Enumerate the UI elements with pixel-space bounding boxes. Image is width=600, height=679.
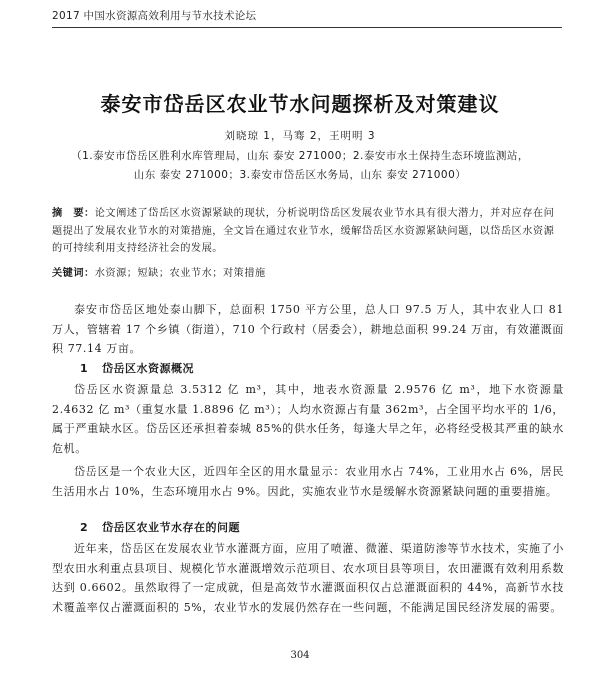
affiliation-line-2: 山东 泰安 271000；3.泰安市岱岳区水务局，山东 泰安 271000） [133, 169, 467, 181]
body-paragraph-1: 泰安市岱岳区地处泰山脚下，总面积 1750 平方公里，总人口 97.5 万人，其中农业人口 81 万人，管辖着 17 个乡镇（街道），710 个行政村（居委会），耕地总面积 99.24 万亩，有效灌溉面积 77.14 万亩。 [52, 303, 564, 355]
section-2-number: 2 [80, 521, 89, 534]
section-1-title: 岱岳区水资源概况 [102, 362, 194, 375]
abstract-label: 摘 要： [52, 208, 95, 219]
body-paragraph-4: 近年来，岱岳区在发展农业节水灌溉方面，应用了喷灌、微灌、渠道防渗等节水技术，实施了小型农田水利重点县项目、规模化节水灌溉增效示范项目、农水项目县等项目，农田灌溉有效利用系数达到 0.6602。虽然取得了一定成就，但是高效节水灌溉面积仅占总灌溉面积的 44%，高新节水技术覆盖率仅占灌溉面积的 5%，农业节水的发展仍然存在一些问题，不能满足国民经济发展的需要。 [52, 542, 564, 614]
article-title: 泰安市岱岳区农业节水问题探析及对策建议 [100, 92, 500, 116]
section-2-title: 岱岳区农业节水存在的问题 [102, 521, 240, 534]
abstract [52, 205, 562, 258]
section-heading-1 [80, 360, 194, 376]
body-paragraph-2: 岱岳区水资源量总 3.5312 亿 m³，其中，地表水资源量 2.9576 亿 m³，地下水资源量 2.4632 亿 m³（重复水量 1.8896 亿 m³）；人均水资源占有量 362m³，占全国平均水平的 1/6，属于严重缺水区。岱岳区还承担着泰城 85%的供水任务，每逢大旱之年，必将经受极其严重的缺水危机。 [52, 383, 564, 455]
abstract-text: 论文阐述了岱岳区水资源紧缺的现状，分析说明岱岳区发展农业节水具有很大潜力，并对应存在问题提出了发展农业节水的对策措施，全文旨在通过农业节水，缓解岱岳区水资源紧缺问题，以岱岳区水资源的可持续利用支持经济社会的发展。 [52, 208, 555, 254]
affiliation-line-1: （1.泰安市岱岳区胜利水库管理局，山东 泰安 271000；2.泰安市水土保持生态环境监测站， [71, 150, 529, 162]
page-number: 304 [290, 650, 310, 661]
header-rule [52, 27, 562, 28]
body-paragraph-3: 岱岳区是一个农业大区，近四年全区的用水量显示：农业用水占 74%，工业用水占 6%，居民生活用水占 10%，生态环境用水占 9%。因此，实施农业节水是缓解水资源紧缺问题的重要措施。 [52, 465, 564, 498]
keywords-label: 关键词： [52, 268, 95, 279]
section-1-number: 1 [80, 362, 89, 375]
section-heading-2 [80, 519, 240, 535]
keywords [52, 264, 562, 279]
running-header: 2017 中国水资源高效利用与节水技术论坛 [52, 10, 257, 22]
keywords-text: 水资源；短缺；农业节水；对策措施 [94, 268, 266, 279]
authors: 刘晓琼 1，马骞 2，王明明 3 [224, 130, 376, 142]
